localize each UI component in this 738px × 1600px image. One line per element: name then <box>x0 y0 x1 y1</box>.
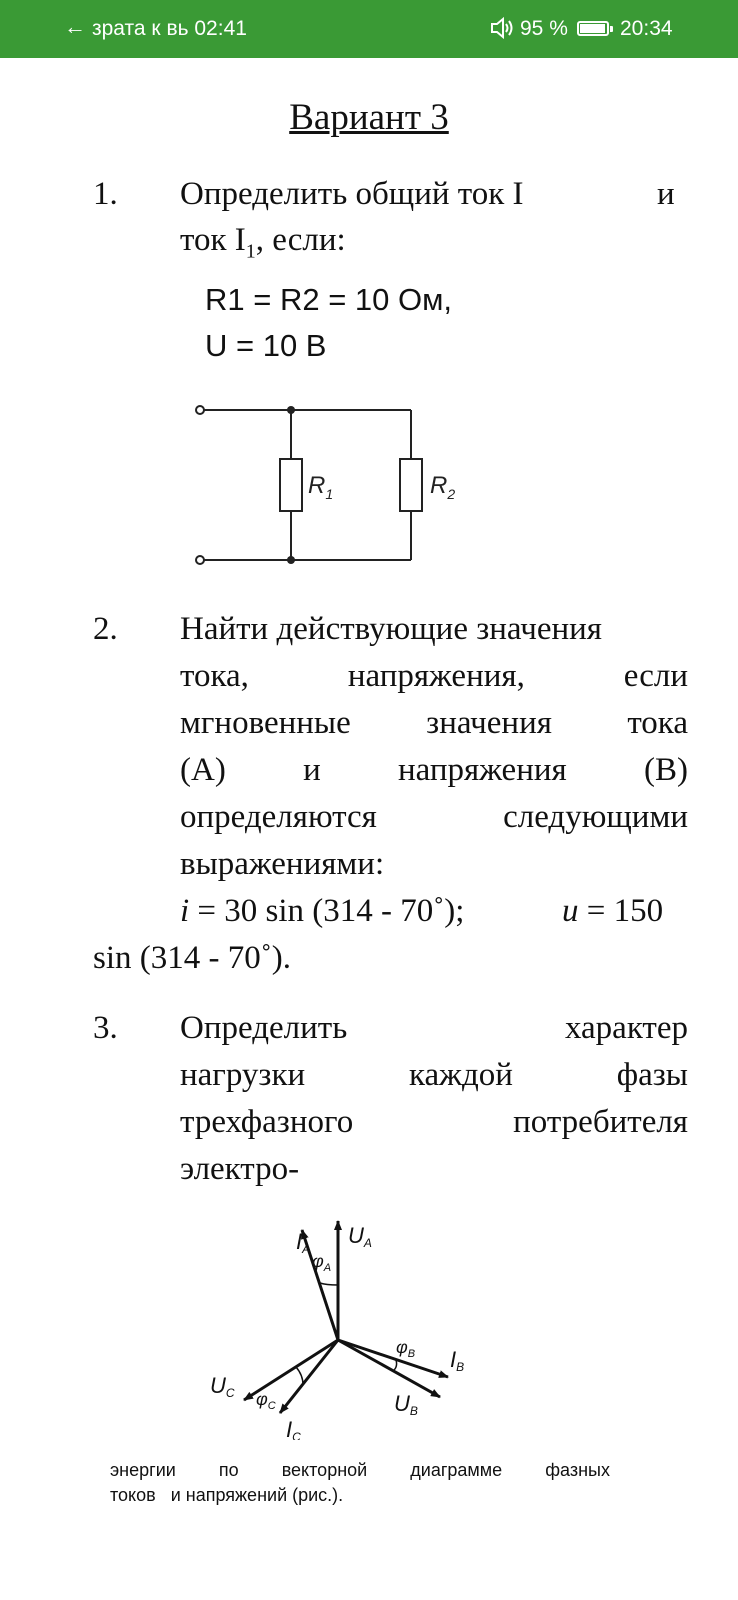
q1-line1: Определить общий ток I <box>180 176 524 212</box>
q1-number: 1. <box>93 176 118 212</box>
label-ic: IC <box>286 1417 301 1440</box>
q3-line1: Определить характер <box>180 1010 688 1046</box>
q2-line2: тока, напряжения, если <box>180 658 688 694</box>
q3-line2: нагрузки каждой фазы <box>180 1057 688 1093</box>
q2-formula-voltage-cont: sin (314 - 70˚). <box>93 940 291 976</box>
q2-line5: определяются следующими <box>180 799 688 835</box>
label-phia: $\varphi_A$ <box>312 1251 332 1274</box>
vector-diagram <box>200 1205 490 1440</box>
battery-percent: 95 % <box>520 17 568 40</box>
page-title: Вариант 3 <box>289 97 449 138</box>
label-r2: $R_2$ <box>430 472 456 502</box>
terminal-top <box>196 406 204 414</box>
label-r1: $R_1$ <box>308 472 334 502</box>
q2-line6: выражениями: <box>180 846 385 882</box>
label-uc: UC <box>210 1373 235 1400</box>
arc-phia <box>320 1283 338 1285</box>
battery-icon <box>577 21 609 36</box>
q1-given-resistance: R1 = R2 = 10 Ом, <box>205 282 453 317</box>
vector-ic <box>280 1340 338 1413</box>
label-ia: IA <box>296 1229 311 1256</box>
q2-formula-voltage: u = 150 <box>562 893 664 929</box>
q2-line4: (А) и напряжения (В) <box>180 752 688 788</box>
clock: 20:34 <box>620 17 673 40</box>
q1-given-voltage: U = 10 В <box>205 328 327 363</box>
label-ub: UB <box>394 1391 418 1418</box>
back-arrow-icon[interactable]: ← <box>64 14 86 39</box>
q1-line1-end: и <box>657 176 675 212</box>
label-ib: IB <box>450 1347 465 1374</box>
label-phic: $\varphi_C$ <box>256 1389 276 1412</box>
label-ua: UA <box>348 1223 372 1250</box>
resistor-r2 <box>400 459 422 511</box>
circuit-diagram <box>180 395 480 580</box>
speaker-icon <box>490 16 516 46</box>
q2-line3: мгновенные значения тока <box>180 705 688 741</box>
q1-line2: ток $I_1$, если: <box>180 222 346 263</box>
q3-caption-line2: токов и напряжений (рис.). <box>110 1485 344 1505</box>
q3-number: 3. <box>93 1010 118 1046</box>
return-link-text[interactable]: зрата к вь 02:41 <box>92 17 247 40</box>
status-bar <box>0 0 738 58</box>
q3-caption-line1: энергии по векторной диаграмме фазных <box>110 1460 610 1480</box>
arc-phic <box>296 1367 303 1385</box>
node-top <box>287 406 295 414</box>
terminal-bottom <box>196 556 204 564</box>
q2-formula-current: i = 30 sin (314 - 70˚); <box>180 893 465 929</box>
resistor-r1 <box>280 459 302 511</box>
node-bottom <box>287 556 295 564</box>
q2-line1: Найти действующие значения <box>180 611 602 647</box>
q3-line4: электро- <box>180 1151 300 1187</box>
label-phib: $\varphi_B$ <box>396 1337 416 1360</box>
q3-line3: трехфазного потребителя <box>180 1104 688 1140</box>
q2-number: 2. <box>93 611 118 647</box>
